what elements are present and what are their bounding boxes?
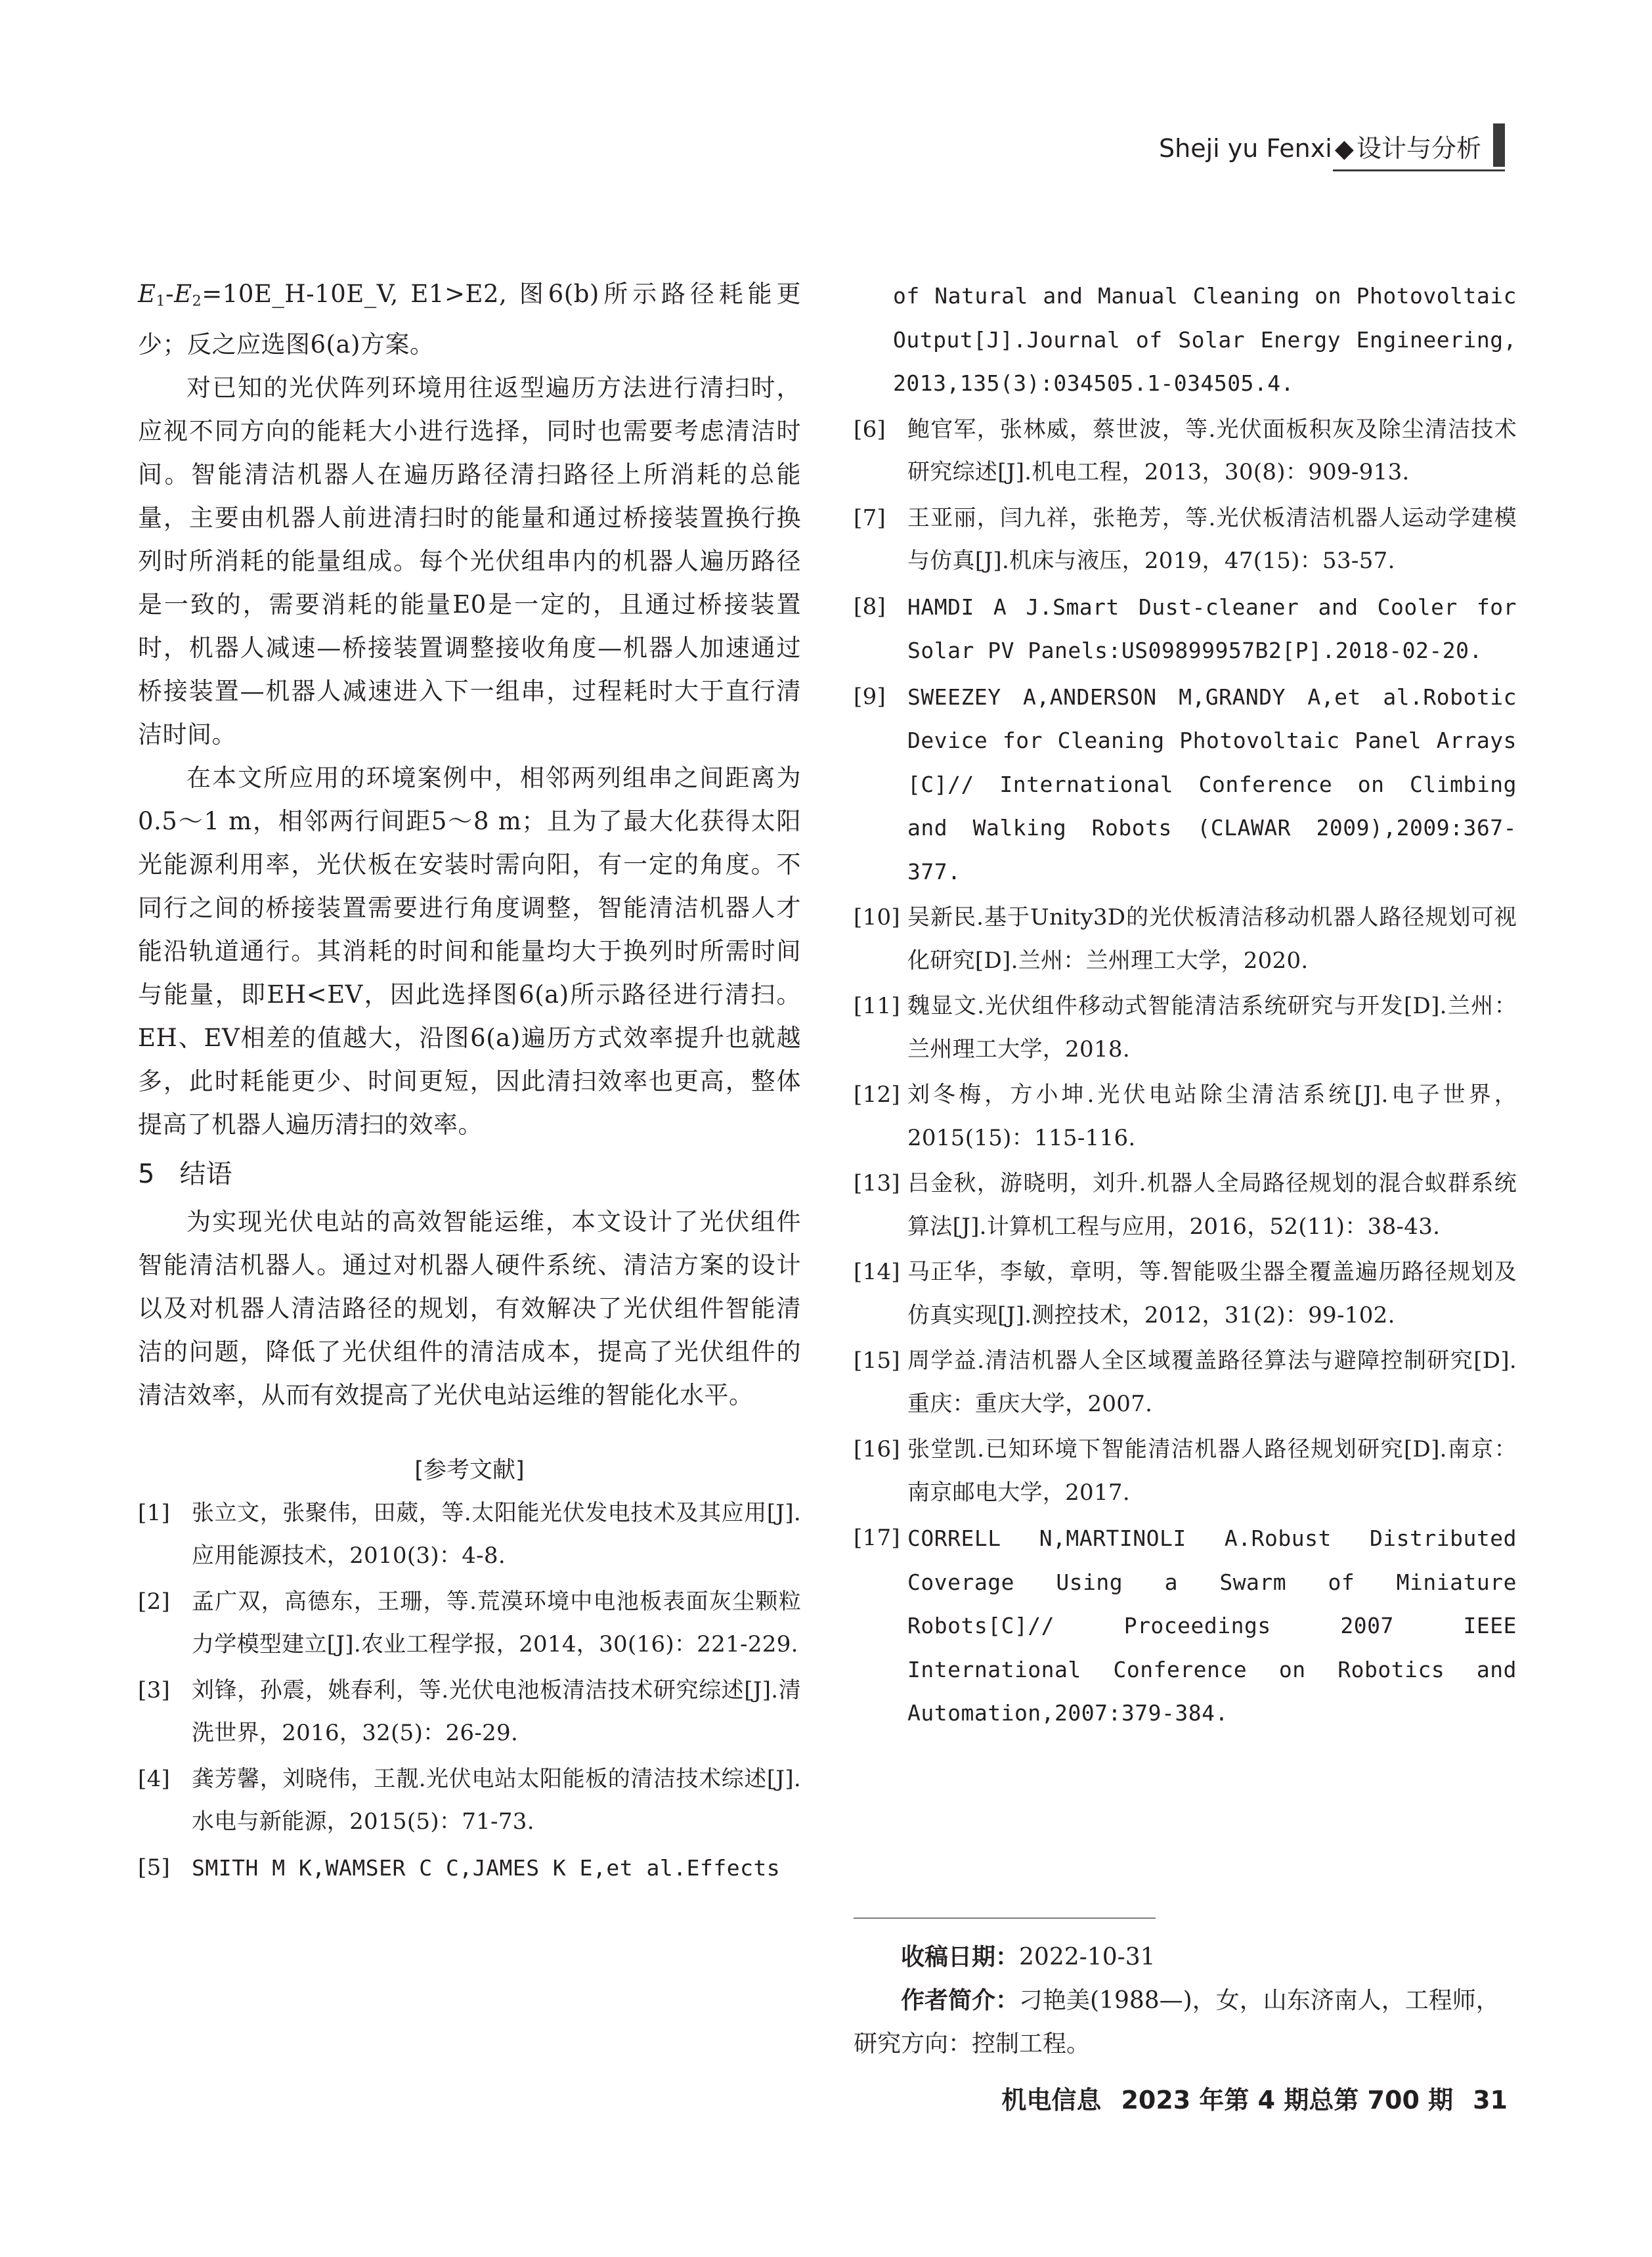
reference-text: 魏显文.光伏组件移动式智能清洁系统研究与开发[D].兰州：兰州理工大学，2018.	[907, 993, 1517, 1063]
reference-text: 吕金秋，游晓明，刘升.机器人全局路径规划的混合蚁群系统算法[J].计算机工程与应用，2016，52(11)：38-43.	[907, 1170, 1517, 1240]
reference-item	[138, 1581, 801, 1667]
page-number: 31	[1473, 2086, 1508, 2115]
reference-item	[138, 1758, 801, 1844]
reference-item	[854, 1428, 1517, 1514]
reference-text: 张堂凯.已知环境下智能清洁机器人路径规划研究[D].南京：南京邮电大学，2017.	[907, 1436, 1517, 1506]
reference-text: 王亚丽，闫九祥，张艳芳，等.光伏板清洁机器人运动学建模与仿真[J].机床与液压，2019，47(15)：53-57.	[907, 504, 1517, 574]
reference-number: [2]	[138, 1588, 171, 1615]
reference-item	[854, 896, 1517, 982]
received-date	[854, 1936, 1517, 1979]
reference-number: [1]	[138, 1499, 171, 1526]
right-column	[854, 274, 1517, 1736]
reference-text: CORRELL N,MARTINOLI A.Robust Distributed Coverage Using a Swarm of Miniature Robots[C]// Proceedings 2007 IEEE International Conference on Robotics and Automation,2007:379-384.	[907, 1525, 1517, 1726]
footnote	[854, 1936, 1517, 2066]
reference-list-left	[138, 1492, 801, 1891]
author-label: 作者简介：	[901, 1987, 1020, 2014]
reference-text: 孟广双，高德东，王珊，等.荒漠环境中电池板表面灰尘颗粒力学模型建立[J].农业工程学报，2014，30(16)：221-229.	[192, 1588, 801, 1658]
received-label: 收稿日期：	[901, 1944, 1020, 1971]
body-paragraph-4: 为实现光伏电站的高效智能运维，本文设计了光伏组件智能清洁机器人。通过对机器人硬件系统、清洁方案的设计以及对机器人清洁路径的规划，有效解决了光伏组件智能清洁的问题，降低了光伏组件的清洁成本，提高了光伏组件的清洁效率，从而有效提高了光伏电站运维的智能化水平。	[138, 1207, 801, 1409]
running-head-bar	[1493, 123, 1505, 167]
author-value: 刁艳美(1988—)，女，山东济南人，工程师，研究方向：控制工程。	[854, 1987, 1500, 2057]
reference-number: [8]	[854, 593, 886, 620]
reference-text: 刘冬梅，方小坤.光伏电站除尘清洁系统[J].电子世界，2015(15)：115-116.	[907, 1082, 1517, 1151]
reference-number: [13]	[854, 1170, 900, 1196]
reference-item	[854, 497, 1517, 583]
reference-text: 张立文，张聚伟，田葳，等.太阳能光伏发电技术及其应用[J].应用能源技术，2010(3)：4-8.	[192, 1499, 801, 1569]
reference-number: [10]	[854, 904, 900, 931]
section-title: 结语	[179, 1158, 232, 1189]
section-heading-conclusion	[138, 1150, 801, 1198]
journal-name: 机电信息	[1001, 2086, 1102, 2115]
reference-number: [14]	[854, 1259, 900, 1285]
reference-number: [16]	[854, 1436, 900, 1462]
reference-item	[854, 1162, 1517, 1248]
reference-text: 龚芳馨，刘晓伟，王靓.光伏电站太阳能板的清洁技术综述[J].水电与新能源，2015(5)：71-73.	[192, 1765, 801, 1835]
left-column	[138, 273, 801, 1890]
reference-item	[138, 1669, 801, 1755]
body-paragraph-3: 在本文所应用的环境案例中，相邻两列组串之间距离为0.5～1 m，相邻两行间距5～8 m；且为了最大化获得太阳光能源利用率，光伏板在安装时需向阳，有一定的角度。不同行之间的桥接装置需要进行角度调整，智能清洁机器人才能沿轨道通行。其消耗的时间和能量均大于换列时所需时间与能量，即EH<EV，因此选择图6(a)所示路径进行清扫。EH、EV相差的值越大，沿图6(a)遍历方式效率提升也就越多，此时耗能更少、时间更短，因此清扫效率也更高，整体提高了机器人遍历清扫的效率。	[138, 763, 801, 1139]
reference-number: [15]	[854, 1348, 900, 1374]
reference-item-continued	[854, 274, 1517, 406]
reference-text: of Natural and Manual Cleaning on Photovoltaic Output[J].Journal of Solar Energy Engineering, 2013,135(3):034505.1-034505.4.	[893, 283, 1517, 396]
reference-item	[854, 985, 1517, 1071]
running-head-rule	[1333, 169, 1505, 171]
reference-item	[854, 1251, 1517, 1337]
reference-text: SMITH M K,WAMSER C C,JAMES K E,et al.Effects	[192, 1854, 781, 1881]
references-title: [参考文献]	[414, 1457, 525, 1483]
reference-number: [3]	[138, 1676, 171, 1703]
body-paragraph-2: 对已知的光伏阵列环境用往返型遍历方法进行清扫时，应视不同方向的能耗大小进行选择，同时也需要考虑清洁时间。智能清洁机器人在遍历路径清扫路径上所消耗的总能量，主要由机器人前进清扫时的能量和通过桥接装置换行换列时所消耗的能量组成。每个光伏组串内的机器人遍历路径是一致的，需要消耗的能量E0是一定的，且通过桥接装置时，机器人减速—桥接装置调整接收角度—机器人加速通过桥接装置—机器人减速进入下一组串，过程耗时大于直行清洁时间。	[138, 373, 801, 749]
section-number: 5	[138, 1158, 155, 1189]
running-head	[1159, 129, 1481, 168]
running-head-pinyin: Sheji yu Fenxi	[1159, 134, 1332, 163]
reference-number: [11]	[854, 993, 900, 1019]
running-head-section: 设计与分析	[1356, 134, 1481, 163]
reference-text: 周学益.清洁机器人全区域覆盖路径算法与避障控制研究[D].重庆：重庆大学，2007.	[907, 1348, 1517, 1417]
reference-item	[854, 408, 1517, 494]
reference-number: [17]	[854, 1525, 900, 1551]
reference-text: 吴新民.基于Unity3D的光伏板清洁移动机器人路径规划可视化研究[D].兰州：兰州理工大学，2020.	[907, 904, 1517, 974]
received-value: 2022-10-31	[1019, 1944, 1156, 1971]
para-1-text: =10E_H-10E_V, E1>E2, 图6(b)所示路径耗能更少；反之应选图6(a)方案。	[138, 280, 801, 359]
reference-item	[138, 1847, 801, 1891]
reference-number: [6]	[854, 416, 886, 443]
reference-item	[138, 1492, 801, 1578]
diamond-icon: ◆	[1334, 134, 1354, 163]
reference-text: SWEEZEY A,ANDERSON M,GRANDY A,et al.Robotic Device for Cleaning Photovoltaic Panel Arrays [C]// International Conference on Climbing and Walking Robots (CLAWAR 2009),2009:367-377.	[907, 684, 1517, 885]
reference-number: [12]	[854, 1082, 900, 1108]
reference-item	[854, 1074, 1517, 1160]
footnote-divider	[854, 1917, 1156, 1919]
reference-item	[854, 1340, 1517, 1426]
reference-number: [4]	[138, 1765, 171, 1792]
reference-text: 刘锋，孙震，姚春利，等.光伏电池板清洁技术研究综述[J].清洗世界，2016，32(5)：26-29.	[192, 1676, 801, 1747]
reference-item	[854, 676, 1517, 894]
reference-number: [7]	[854, 504, 886, 531]
author-bio	[854, 1979, 1517, 2066]
issue-info: 2023 年第 4 期总第 700 期	[1121, 2086, 1454, 2115]
body-paragraph-1: $E_1-E_2=10E\_H-10E\_V$, E1>E2, 图6(b)所示路径耗能更少；反之应选图6(a)方案。	[138, 280, 801, 359]
reference-text: 鲍官军，张林威，蔡世波，等.光伏面板积灰及除尘清洁技术研究综述[J].机电工程，2013，30(8)：909-913.	[907, 416, 1517, 485]
reference-number: [9]	[854, 683, 886, 710]
reference-item	[854, 1517, 1517, 1736]
reference-text: HAMDI A J.Smart Dust-cleaner and Cooler for Solar PV Panels:US09899957B2[P].2018-02-20.	[907, 594, 1517, 663]
reference-text: 马正华，李敏，章明，等.智能吸尘器全覆盖遍历路径规划及仿真实现[J].测控技术，2012，31(2)：99-102.	[907, 1259, 1517, 1328]
page-footer	[982, 2080, 1508, 2120]
reference-item	[854, 586, 1517, 673]
reference-number: [5]	[138, 1854, 171, 1881]
